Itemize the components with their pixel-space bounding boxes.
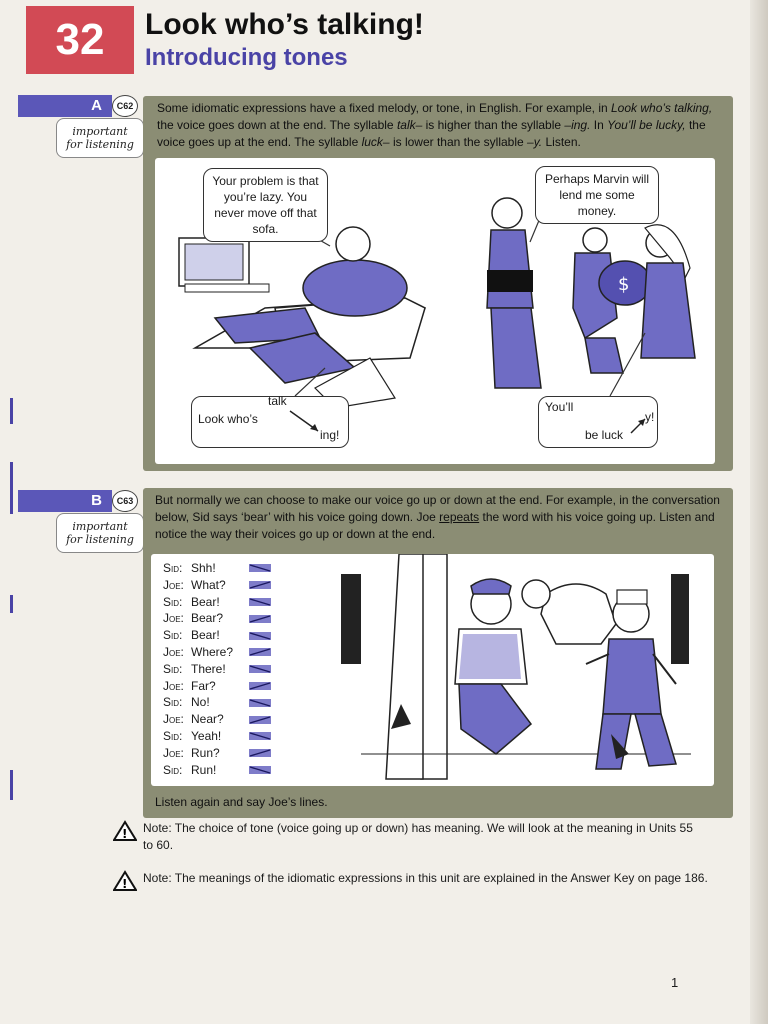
margin-mark bbox=[10, 462, 13, 514]
rising-tone-icon bbox=[249, 648, 271, 656]
dialogue-line bbox=[163, 610, 271, 627]
falling-tone-icon bbox=[249, 598, 271, 606]
note-tone-meaning: ! Note: The choice of tone (voice going up or down) has meaning. We will look at the meaning in Units 55 to 60. bbox=[113, 820, 713, 854]
section-b-letter: B bbox=[91, 492, 102, 509]
speaker-label: Joe: bbox=[163, 611, 184, 626]
dialogue-line bbox=[163, 728, 271, 745]
utterance: Bear? bbox=[191, 611, 224, 626]
utterance: There! bbox=[191, 661, 226, 676]
section-a-letter: A bbox=[91, 97, 102, 114]
dialogue-line bbox=[163, 560, 271, 577]
section-b-bar bbox=[18, 490, 112, 512]
rising-tone-icon bbox=[249, 682, 271, 690]
utterance: Run? bbox=[191, 745, 220, 760]
speech-bubble-money: Perhaps Marvin will lend me some money. bbox=[535, 166, 659, 224]
section-a-panel bbox=[143, 96, 733, 471]
utterance: Far? bbox=[191, 678, 216, 693]
rising-tone-icon bbox=[249, 749, 271, 757]
utterance: What? bbox=[191, 577, 226, 592]
speaker-label: Joe: bbox=[163, 745, 184, 760]
speaker-label: Joe: bbox=[163, 678, 184, 693]
speaker-label: Joe: bbox=[163, 644, 184, 659]
speaker-label: Joe: bbox=[163, 577, 184, 592]
dialogue-list bbox=[163, 560, 271, 778]
rising-tone-icon bbox=[249, 581, 271, 589]
tone-box-look-whos-talking: Look who’s talk ing! bbox=[191, 396, 349, 448]
falling-tone-icon bbox=[249, 699, 271, 707]
speaker-label: Sid: bbox=[163, 695, 183, 710]
tree-trunk bbox=[421, 554, 447, 779]
lazy-man bbox=[303, 260, 407, 316]
side-note-b: important for listening bbox=[56, 513, 144, 553]
svg-text:!: ! bbox=[122, 877, 128, 891]
margin-mark bbox=[10, 595, 13, 613]
section-b-intro: But normally we can choose to make our voice go up or down at the end. For example, in the conversation below, Sid says ‘bear’ with his voice going down. Joe repeats the word with his voice going up. Listen and notice the way their voices go up or down at the end. bbox=[155, 493, 720, 541]
unit-title: Look who’s talking! bbox=[145, 8, 424, 41]
cd-track-icon[interactable]: C62 bbox=[112, 95, 138, 117]
speaker-label: Sid: bbox=[163, 762, 183, 777]
tone-box-youll-be-lucky: You’ll be luck y! bbox=[538, 396, 658, 448]
utterance: Run! bbox=[191, 762, 217, 777]
margin-mark bbox=[10, 398, 13, 424]
dialogue-line bbox=[163, 594, 271, 611]
falling-tone-arrow-icon bbox=[288, 409, 322, 435]
dialogue-line bbox=[163, 661, 271, 678]
speech-bubble-lazy: Your problem is that you’re lazy. You never move off that sofa. bbox=[203, 168, 328, 242]
falling-tone-icon bbox=[249, 732, 271, 740]
dialogue-line bbox=[163, 577, 271, 594]
utterance: Where? bbox=[191, 644, 234, 659]
falling-tone-icon bbox=[249, 665, 271, 673]
rising-tone-icon bbox=[249, 615, 271, 623]
side-note-a: important for listening bbox=[56, 118, 144, 158]
man-with-empty-pockets bbox=[492, 198, 522, 228]
speaker-label: Sid: bbox=[163, 561, 183, 575]
cd-track-icon[interactable]: C63 bbox=[112, 490, 138, 512]
unit-number-badge: 32 bbox=[26, 6, 134, 74]
margin-mark bbox=[10, 770, 13, 800]
speaker-label: Sid: bbox=[163, 628, 183, 643]
warning-icon bbox=[113, 870, 137, 892]
cartoon-scene-b bbox=[331, 554, 714, 786]
note-answer-key: ! Note: The meanings of the idiomatic expressions in this unit are explained in the Answer Key on page 186. bbox=[113, 870, 743, 892]
page-number: 1 bbox=[671, 975, 679, 990]
section-a-intro: Some idiomatic expressions have a fixed melody, or tone, in English. For example, in Look who’s talking, the voice goes down at the end. The syllable talk– is higher than the syllable –ing. In You’ll be lucky, the voice goes up at the end. The syllable luck– is lower than the syllable –y. Listen. bbox=[157, 101, 713, 149]
utterance: Shh! bbox=[191, 561, 216, 575]
falling-tone-icon bbox=[249, 632, 271, 640]
unit-subtitle: Introducing tones bbox=[145, 44, 348, 71]
dialogue-line bbox=[163, 678, 271, 695]
page-edge bbox=[750, 0, 768, 1024]
rising-tone-icon bbox=[249, 716, 271, 724]
section-b-panel bbox=[143, 488, 733, 818]
dialogue-line bbox=[163, 694, 271, 711]
dialogue-line bbox=[163, 711, 271, 728]
dialogue-line bbox=[163, 745, 271, 762]
rising-tone-arrow-icon bbox=[629, 415, 649, 435]
utterance: Yeah! bbox=[191, 728, 222, 743]
utterance: Bear! bbox=[191, 628, 220, 643]
marvin bbox=[583, 228, 607, 252]
warning-icon bbox=[113, 820, 137, 842]
bear bbox=[541, 584, 616, 644]
speaker-label: Joe: bbox=[163, 712, 184, 727]
dialogue-line bbox=[163, 627, 271, 644]
falling-tone-icon bbox=[249, 564, 271, 572]
section-a-illustration bbox=[155, 158, 715, 464]
dialogue-line bbox=[163, 762, 271, 779]
utterance: Bear! bbox=[191, 594, 220, 609]
svg-text:$: $ bbox=[618, 274, 630, 295]
section-b-illustration bbox=[151, 554, 714, 786]
speaker-label: Sid: bbox=[163, 728, 183, 743]
dialogue-line bbox=[163, 644, 271, 661]
speaker-label: Sid: bbox=[163, 661, 183, 676]
svg-text:!: ! bbox=[122, 827, 128, 841]
falling-tone-icon bbox=[249, 766, 271, 774]
section-a-bar bbox=[18, 95, 112, 117]
utterance: Near? bbox=[191, 712, 224, 727]
utterance: No! bbox=[191, 695, 210, 710]
section-b-footer: Listen again and say Joe’s lines. bbox=[155, 795, 328, 809]
speaker-label: Sid: bbox=[163, 594, 183, 609]
